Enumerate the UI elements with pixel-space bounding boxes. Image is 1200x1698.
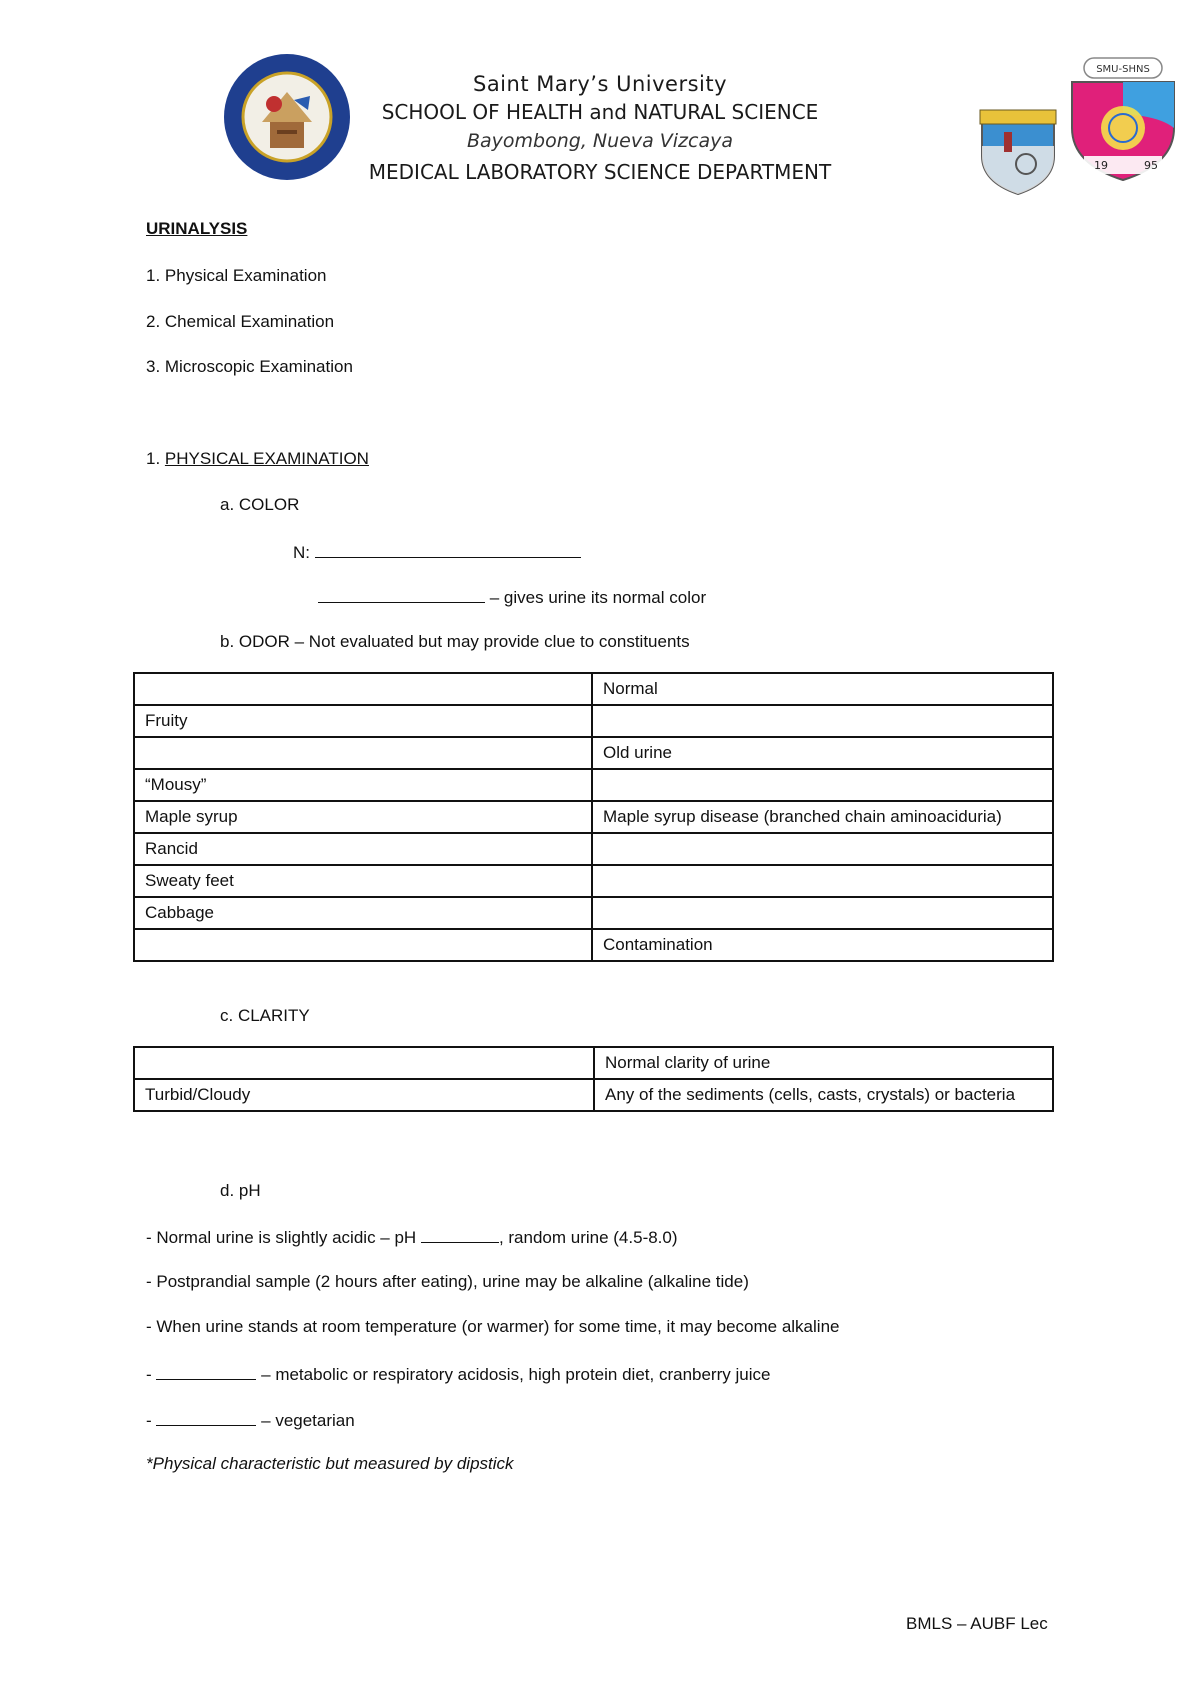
- table-row: [134, 833, 1053, 865]
- school-name: SCHOOL OF HEALTH and NATURAL SCIENCE: [381, 100, 819, 124]
- ph-acidic-blank: [156, 1363, 256, 1380]
- ph-line: - When urine stands at room temperature (or warmer) for some time, it may become alkaline: [146, 1317, 840, 1336]
- odor-cell: Maple syrup disease (branched chain aminoaciduria): [592, 801, 1053, 833]
- odor-cell: [592, 769, 1053, 801]
- dipstick-note: *Physical characteristic but measured by dipstick: [146, 1454, 514, 1473]
- footer-text: BMLS – AUBF Lec: [906, 1614, 1048, 1633]
- section-title: PHYSICAL EXAMINATION: [164, 449, 369, 468]
- odor-cell: Rancid: [134, 833, 592, 865]
- odor-cell: “Mousy”: [134, 769, 592, 801]
- outline-item: 2. Chemical Examination: [146, 312, 335, 331]
- table-row: [134, 1079, 1053, 1111]
- odor-cell: Contamination: [592, 929, 1053, 961]
- table-row: [134, 737, 1053, 769]
- clarity-cell: [134, 1047, 594, 1079]
- crest-year-right: 95: [1144, 159, 1158, 172]
- odor-cell: [592, 833, 1053, 865]
- ph-line-text: , random urine (4.5-8.0): [498, 1228, 678, 1247]
- department-name: MEDICAL LABORATORY SCIENCE DEPARTMENT: [368, 160, 832, 184]
- odor-cell: [592, 705, 1053, 737]
- outline-item: 1. Physical Examination: [146, 266, 327, 285]
- odor-cell: Maple syrup: [134, 801, 592, 833]
- color-n-label: N:: [293, 543, 310, 562]
- ph-line-text: -: [146, 1365, 152, 1384]
- school-location: Bayombong, Nueva Vizcaya: [466, 130, 734, 152]
- color-label: a. COLOR: [220, 495, 300, 514]
- odor-cell: Normal: [592, 673, 1053, 705]
- table-row: [134, 769, 1053, 801]
- pigment-line: [318, 586, 706, 608]
- table-row: [134, 1047, 1053, 1079]
- clarity-cell: Any of the sediments (cells, casts, crystals) or bacteria: [594, 1079, 1053, 1111]
- outline-item: 3. Microscopic Examination: [146, 357, 353, 376]
- ph-normal-blank: [421, 1226, 499, 1243]
- odor-cell: Old urine: [592, 737, 1053, 769]
- table-row: [134, 673, 1053, 705]
- university-name: Saint Mary’s University: [472, 72, 728, 96]
- odor-table: [133, 672, 1054, 962]
- pigment-blank: [318, 586, 485, 603]
- table-row: [134, 897, 1053, 929]
- odor-cell: [592, 865, 1053, 897]
- doc-title: URINALYSIS: [146, 219, 248, 238]
- clarity-table: [133, 1046, 1054, 1112]
- odor-cell: Fruity: [134, 705, 592, 737]
- odor-cell: Sweaty feet: [134, 865, 592, 897]
- section-number: 1.: [146, 449, 161, 468]
- table-row: [134, 929, 1053, 961]
- odor-cell: [134, 673, 592, 705]
- ph-line: [146, 1226, 678, 1248]
- department-shield-logo: [978, 106, 1058, 196]
- ph-alkaline-blank: [156, 1409, 256, 1426]
- table-row: [134, 801, 1053, 833]
- ph-line: [146, 1409, 355, 1431]
- clarity-cell: Normal clarity of urine: [594, 1047, 1053, 1079]
- section-heading: [146, 449, 369, 469]
- odor-cell: [134, 737, 592, 769]
- crest-year-left: 19: [1094, 159, 1108, 172]
- crest-banner-text: SMU-SHNS: [1096, 64, 1150, 75]
- ph-line-text: -: [146, 1411, 152, 1430]
- ph-label: d. pH: [220, 1181, 261, 1200]
- table-row: [134, 865, 1053, 897]
- ph-line: [146, 1363, 770, 1385]
- pigment-description: – gives urine its normal color: [489, 588, 707, 607]
- ph-line: - Postprandial sample (2 hours after eating), urine may be alkaline (alkaline tide): [146, 1272, 749, 1291]
- ph-line-text: – metabolic or respiratory acidosis, high protein diet, cranberry juice: [261, 1365, 771, 1384]
- clarity-label: c. CLARITY: [220, 1006, 310, 1025]
- odor-cell: [134, 929, 592, 961]
- odor-cell: Cabbage: [134, 897, 592, 929]
- smu-shns-crest-logo: [1064, 56, 1182, 184]
- color-normal-blank: [315, 541, 581, 558]
- ph-line-text: – vegetarian: [261, 1411, 355, 1430]
- odor-cell: [592, 897, 1053, 929]
- ph-line-text: - Normal urine is slightly acidic – pH: [146, 1228, 417, 1247]
- clarity-cell: Turbid/Cloudy: [134, 1079, 594, 1111]
- color-normal-line: [293, 541, 581, 563]
- odor-label: b. ODOR – Not evaluated but may provide clue to constituents: [220, 632, 690, 651]
- table-row: [134, 705, 1053, 737]
